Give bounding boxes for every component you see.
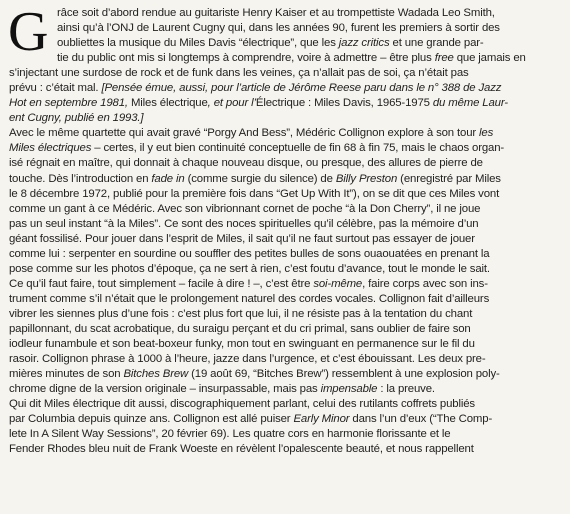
text-segment: – certes, il y eut bien continuité conceptuelle de fin 68 à fin 75, mais le chaos organ- (91, 142, 505, 155)
italic-text: free (434, 52, 454, 65)
text-line (9, 247, 562, 262)
italic-text: Billy Preston (335, 172, 398, 185)
text-segment: Qui dit Miles électrique dit aussi, discographiquement parlant, celui des rutilants coffrets publiés (9, 398, 475, 411)
text-line (9, 292, 562, 307)
italic-text: Bitches Brew (123, 368, 189, 381)
italic-text: impensable (320, 383, 378, 396)
text-segment: Miles électrique (130, 97, 208, 110)
italic-text: [Pensée émue, aussi, pour l’article de Jérôme Reese paru dans le n° 388 de Jazz (101, 82, 502, 95)
text-segment: pas un seul instant “à la Miles”. Ce sont des noces spirituelles qu’il célèbre, pas la mémoire d’un (9, 217, 479, 230)
text-segment: lete In A Silent Way Sessions”, 20 février 69). Les quatre cors en harmonie florissante et le (9, 428, 451, 441)
text-segment: et une grande par- (389, 37, 484, 50)
text-segment: ainsi qu’à l’ONJ de Laurent Cugny qui, dans les années 90, furent les premiers à sortir des (57, 22, 500, 35)
text-line (9, 232, 562, 247)
text-segment: Ce qu’il faut faire, tout simplement – facile à dire ! –, c’est être (9, 277, 314, 290)
text-segment: mières minutes de son (9, 368, 124, 381)
text-line (9, 427, 562, 442)
text-segment: pose comme sur les photos d’époque, ça ne sert à rien, c’est foutu d’avance, tout le monde le sait. (9, 262, 490, 275)
text-segment: tie du public ont mis si longtemps à comprendre, voire à admettre – être plus (57, 52, 435, 65)
text-line (9, 412, 562, 427)
text-segment: papillonnant, du scat acrobatique, du suraigu perçant et du cri primal, sans oublier de faire son (9, 322, 471, 335)
italic-text: jazz critics (338, 37, 390, 50)
text-line (9, 397, 562, 412)
text-segment: , faire corps avec son ins- (362, 277, 488, 290)
text-segment: Électrique : Miles Davis, 1965-1975 (255, 97, 430, 110)
text-line (9, 96, 562, 111)
text-line (9, 202, 562, 217)
italic-text: , et pour l’ (207, 97, 256, 110)
article-body (8, 1, 562, 457)
text-line (9, 307, 562, 322)
italic-text: fade in (151, 172, 185, 185)
text-line (9, 217, 562, 232)
text-segment: iodleur funambule et son beat-boxeur funky, mon tout en swinguant en permanence sur le fil du (9, 338, 475, 351)
text-line (9, 126, 562, 141)
text-line (9, 111, 562, 126)
text-segment: Avec le même quartette qui avait gravé “Porgy And Bess”, Médéric Collignon explore à son tour (9, 127, 480, 140)
italic-text: Early Minor (293, 413, 350, 426)
text-segment: rasoir. Collignon phrase à 1000 à l’heure, jazze dans l’urgence, et c’est ébouissant. Les deux pre- (9, 353, 486, 366)
text-line (9, 66, 562, 81)
italic-text: Hot en septembre 1981, (9, 97, 131, 110)
text-segment: chrome digne de la version originale – insurpassable, mais pas (9, 383, 321, 396)
text-segment: par Columbia depuis quinze ans. Collignon est allé puiser (9, 413, 294, 426)
text-segment: (enregistré par Miles (397, 172, 501, 185)
italic-text: ent Cugny, publié en 1993.] (9, 112, 144, 125)
text-segment: s’injectant une surdose de rock et de funk dans les veines, ça n’allait pas de soi, ça n’était pas (9, 67, 469, 80)
text-segment: trument comme s’il n’était que le prolongement naturel des cordes vocales. Collignon fait d’ailleurs (9, 292, 490, 305)
text-segment: isé régnait en maître, qui donnait à chaque nouveau disque, ou presque, des allures de pierre de (9, 157, 483, 170)
text-segment: comme un gant à ce Médéric. Avec son vibrionnant cornet de poche “à la Don Cherry”, il ne joue (9, 202, 481, 215)
text-segment: Fender Rhodes bleu nuit de Frank Woeste en révèlent l’opalescente beauté, et nous rappellent (9, 443, 474, 456)
text-line (9, 156, 562, 171)
text-segment: comme lui : serpenter en sourdine ou souffler des petites bulles de sons ouaouatées en prenant la (9, 247, 490, 260)
text-line (9, 442, 562, 457)
italic-text: Miles électriques (9, 142, 92, 155)
text-segment: le 8 décembre 1972, publié pour la première fois dans “Get Up With It”), on se dit que ces Miles vont (9, 187, 500, 200)
text-segment: (19 août 69, “Bitches Brew”) ressemblent à une explosion poly- (188, 368, 500, 381)
drop-cap: G (8, 1, 49, 63)
text-line (9, 187, 562, 202)
text-line (9, 141, 562, 156)
text-segment: prévu : c’était mal. (9, 82, 102, 95)
text-line (9, 6, 562, 21)
text-line (9, 262, 562, 277)
text-line (9, 322, 562, 337)
text-segment: que jamais en (453, 52, 526, 65)
text-line (9, 337, 562, 352)
text-line (9, 367, 562, 382)
text-line (9, 352, 562, 367)
text-segment: géant fossilisé. Pour jouer dans l’esprit de Miles, il sait qu’il ne faut surtout pas essayer de jouer (9, 232, 475, 245)
text-segment: (comme surgie du silence) de (184, 172, 336, 185)
text-segment: râce soit d’abord rendue au guitariste Henry Kaiser et au trompettiste Wadada Leo Smith, (57, 7, 495, 19)
text-line (9, 21, 562, 36)
text-segment: dans l’un d’eux (“The Comp- (349, 413, 493, 426)
text-line (9, 382, 562, 397)
text-line (9, 277, 562, 292)
italic-text: les (479, 127, 494, 140)
italic-text: soi-même (313, 277, 363, 290)
text-segment: vibrer les siennes plus d’une fois : c’est plus fort que lui, il ne résiste pas à la tentation du chant (9, 307, 473, 320)
text-line (9, 36, 562, 51)
text-line (9, 172, 562, 187)
text-segment: touche. Dès l’introduction en (9, 172, 152, 185)
text-line (9, 81, 562, 96)
text-segment: : la preuve. (377, 383, 435, 396)
text-line (9, 51, 562, 66)
text-segment: oubliettes la musique du Miles Davis “électrique”, que les (57, 37, 339, 50)
italic-text: du même Laur- (429, 97, 508, 110)
